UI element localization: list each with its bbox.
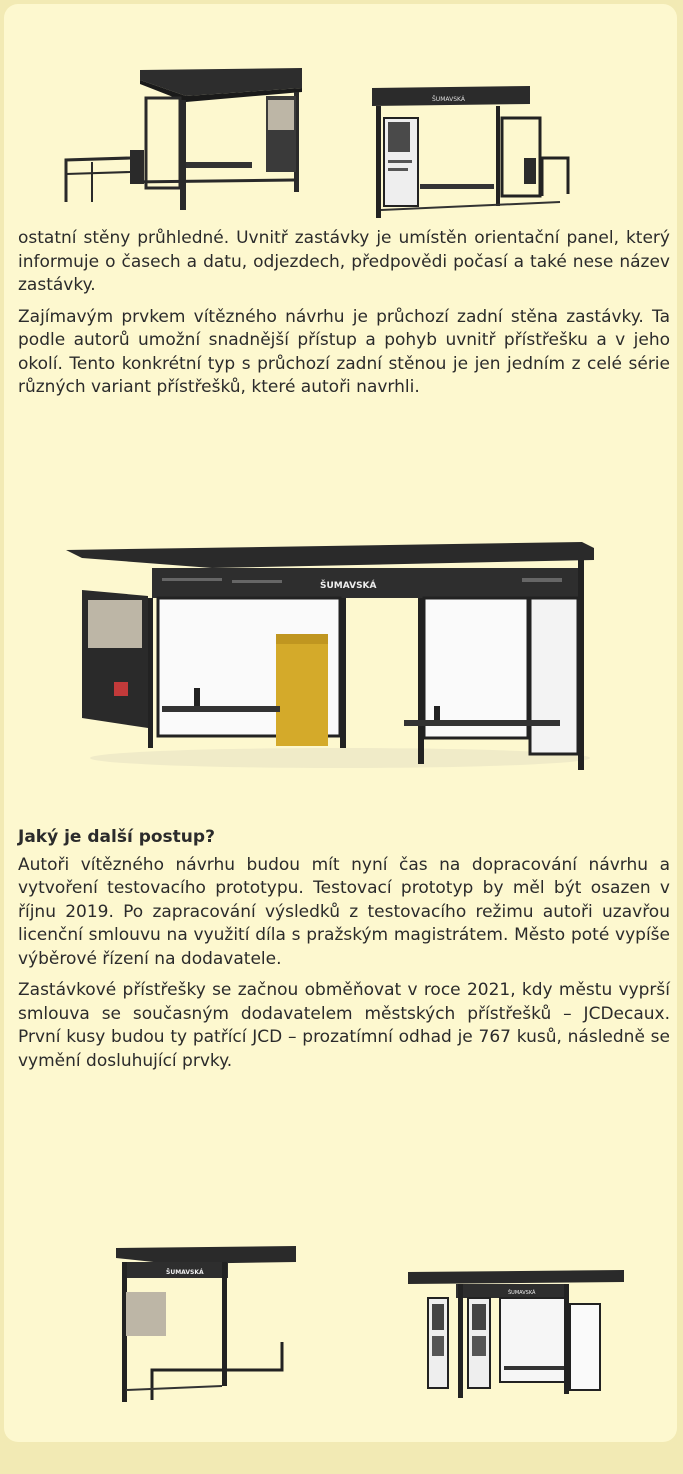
shelter-image-small-left — [112, 1240, 298, 1402]
paragraph-2: Zajímavým prvkem vítězného návrhu je průchozí zadní stěna zastávky. Ta podle autorů umožní snadnější přístup a pohyb uvnitř přístřešku a v jeho okolí. Tento konkrétní typ s průchozí zadní stěnou je jen jedním z celé série různých variant přístřešků, které autoři navrhli. — [18, 306, 670, 397]
shelter-image-front-view — [370, 84, 578, 220]
shelter-sign-small-right: ŠUMAVSKÁ — [508, 1290, 536, 1296]
shelter-image-small-right — [404, 1268, 626, 1402]
paragraph-1: ostatní stěny průhledné. Uvnitř zastávky je umístěn orientační panel, který informuje o časech a datu, odjezdech, předpovědi počasí a také nese název zastávky. — [18, 228, 670, 295]
next-steps-section — [18, 826, 670, 1073]
section-paragraph-2: Zastávkové přístřešky se začnou obměňovat v roce 2021, kdy městu vyprší smlouva se současným dodavatelem městských přístřešků – JCDecaux. První kusy budou ty patřící JCD – prozatímní odhad je 767 kusů, následně se vymění dosluhující prvky. — [18, 980, 670, 1071]
shelter-image-side-view — [62, 62, 310, 214]
section-paragraph-1: Autoři vítězného návrhu budou mít nyní čas na dopracování návrhu a vytvoření testovacího prototypu. Testovací prototyp by měl být osazen v říjnu 2019. Po zapracování výsledků z testovacího režimu autoři uzavřou licenční smlouvu na využití díla s pražským magistrátem. Město poté vypíše výběrové řízení na dodavatele. — [18, 854, 670, 969]
shelter-sign: ŠUMAVSKÁ — [432, 96, 465, 103]
shelter-sign-large: ŠUMAVSKÁ — [320, 581, 377, 591]
shelter-sign-small-left: ŠUMAVSKÁ — [166, 1269, 204, 1276]
shelter-image-large — [62, 538, 610, 770]
intro-text — [18, 227, 670, 400]
section-heading: Jaký je další postup? — [18, 827, 215, 847]
